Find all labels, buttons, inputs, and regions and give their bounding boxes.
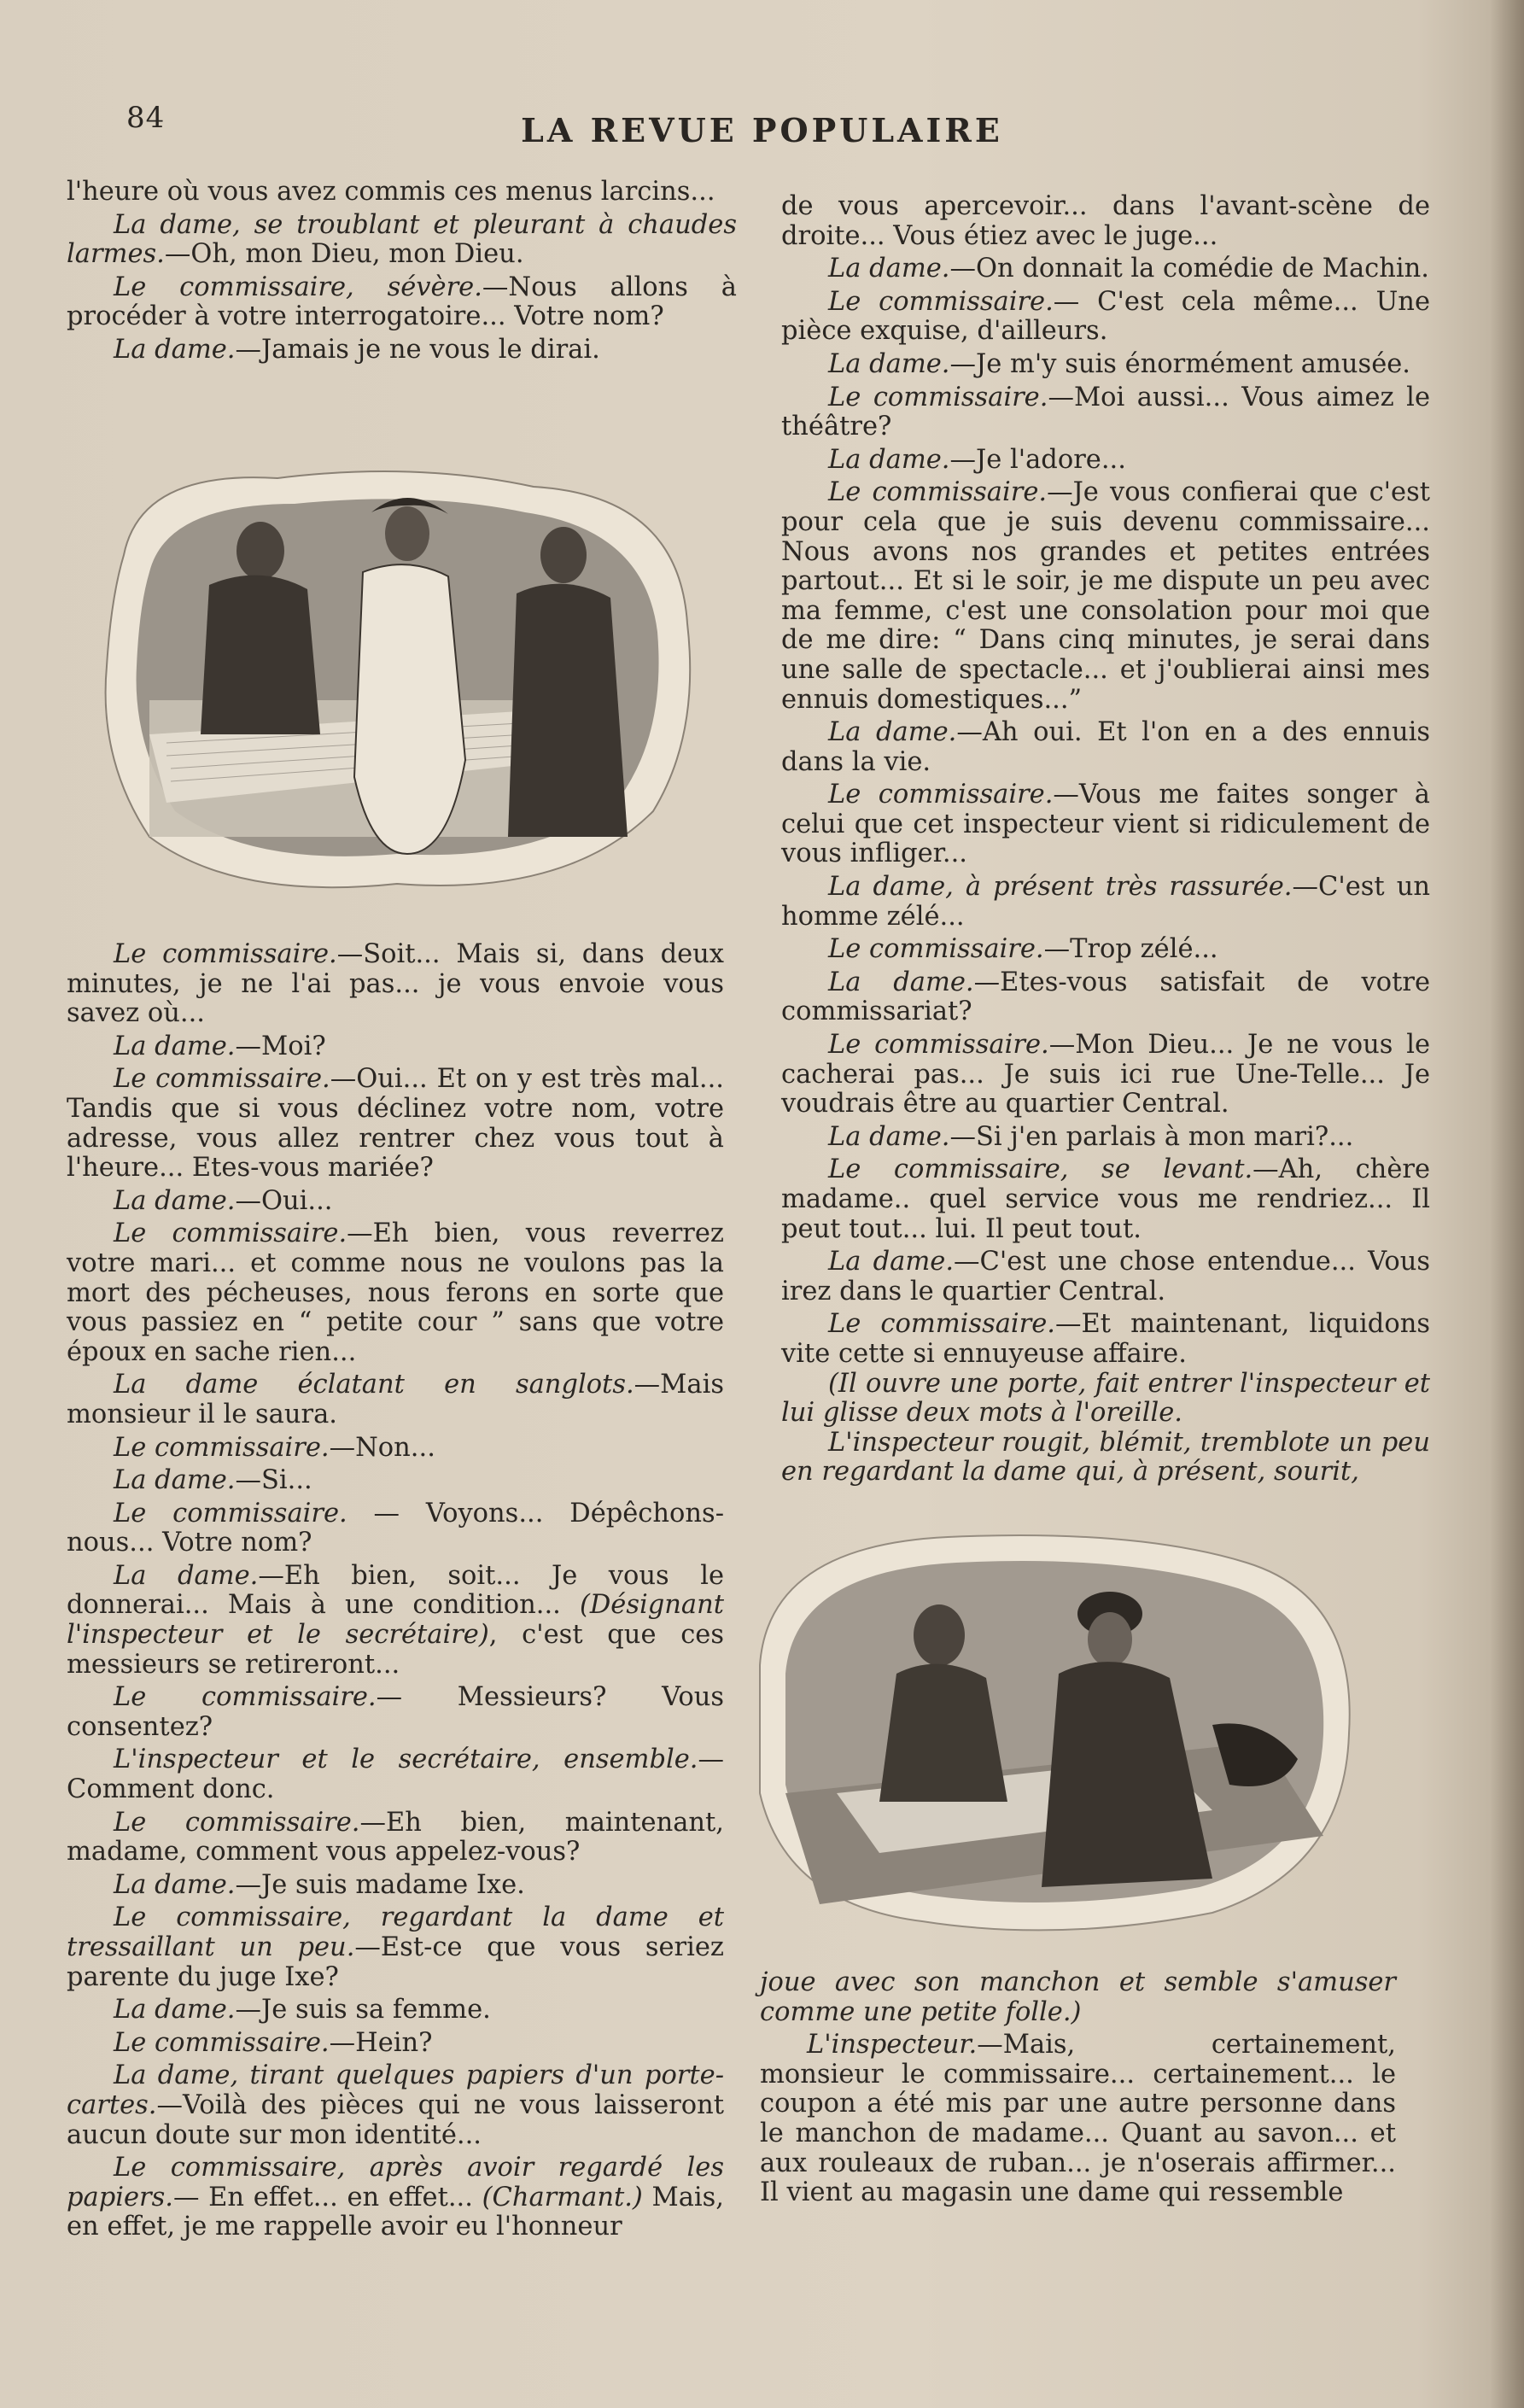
dialogue-text: —Vous me faites songer à celui que cet inspecteur vient si ridiculement de vous infliger... bbox=[781, 780, 1430, 869]
dialogue-text: —Eh bien, vous reverrez votre mari... et comme nous ne voulons pas la mort des pécheuses, nous ferons en sorte que vous passiez en “ petite cour ” sans que votre époux en sache rien... bbox=[67, 1219, 724, 1367]
speaker-name: Le commissaire. bbox=[828, 934, 1044, 965]
speaker-name: La dame, à présent très rassurée. bbox=[828, 872, 1293, 903]
speaker-name: Le commissaire. bbox=[114, 1498, 347, 1528]
paragraph bbox=[67, 1871, 724, 1901]
speaker-name: Le commissaire. bbox=[114, 2027, 330, 2058]
speaker-name: La dame. bbox=[114, 1560, 259, 1591]
paragraph bbox=[781, 288, 1430, 347]
dialogue-text: —Je suis sa femme. bbox=[235, 1995, 491, 2025]
speaker-name: La dame éclatant en sanglots. bbox=[114, 1370, 634, 1400]
paragraph-text: de vous apercevoir... dans l'avant-scène de droite... Vous étiez avec le juge... bbox=[781, 191, 1430, 251]
speaker-name: La dame. bbox=[114, 1031, 236, 1061]
dialogue-text: —Mon Dieu... Je ne vous le cacherai pas... Je suis ici rue Une-Telle... Je voudrais être au quartier Central. bbox=[781, 1030, 1430, 1119]
dialogue-text: — En effet... en effet... bbox=[172, 2182, 482, 2212]
speaker-name: La dame. bbox=[114, 1465, 236, 1496]
dialogue-text: —Et maintenant, liquidons vite cette si ennuyeuse affaire. bbox=[781, 1309, 1430, 1369]
speaker-name: Le commissaire. bbox=[114, 1432, 330, 1463]
dialogue-text: —Ah, chère madame.. quel service vous me rendriez... Il peut tout... lui. Il peut tout. bbox=[781, 1154, 1430, 1244]
speaker-name: La dame. bbox=[828, 444, 950, 475]
dialogue-text: —Je m'y suis énormément amusée. bbox=[949, 348, 1410, 379]
speaker-name: La dame. bbox=[828, 967, 974, 997]
dialogue-text: —Eh bien, soit... Je vous le donnerai... Mais à une condition... bbox=[67, 1560, 724, 1621]
paragraph bbox=[67, 1745, 724, 1804]
dialogue-text: —Je l'adore... bbox=[949, 444, 1126, 475]
paragraph bbox=[781, 1031, 1430, 1119]
speaker-name: Le commissaire. bbox=[828, 286, 1054, 317]
speaker-name: Le commissaire, se levant. bbox=[828, 1154, 1253, 1185]
speaker-name: L'inspecteur et le secrétaire, ensemble. bbox=[114, 1745, 698, 1775]
paragraph bbox=[781, 1155, 1430, 1244]
speaker-name: La dame, tirant quelques papiers d'un porte-cartes. bbox=[67, 2060, 724, 2120]
paragraph bbox=[67, 1032, 724, 1062]
dialogue-text: —Etes-vous satisfait de votre commissariat? bbox=[781, 967, 1430, 1027]
paragraph bbox=[67, 1187, 724, 1217]
dialogue-text: —C'est un homme zélé... bbox=[781, 872, 1430, 932]
paragraph bbox=[781, 383, 1430, 442]
speaker-name: La dame, se troublant et pleurant à chaudes larmes. bbox=[67, 209, 737, 270]
paragraph bbox=[67, 2029, 724, 2059]
paragraph bbox=[67, 1562, 724, 1680]
column-right-top bbox=[781, 192, 1430, 1487]
dialogue-text: —Est-ce que vous seriez parente du juge Ixe? bbox=[67, 1932, 724, 1992]
speaker-name: Le commissaire. bbox=[828, 477, 1048, 508]
speaker-name: La dame. bbox=[828, 717, 957, 748]
speaker-name: L'inspecteur. bbox=[807, 2030, 978, 2060]
dialogue-text: , c'est que ces messieurs se retireront... bbox=[67, 1620, 724, 1680]
paragraph bbox=[781, 1370, 1430, 1429]
stage-direction: joue avec son manchon et semble s'amuser comme une petite folle.) bbox=[760, 1967, 1396, 2027]
speaker-name: Le commissaire. bbox=[828, 1309, 1055, 1340]
paragraph bbox=[781, 1123, 1430, 1153]
dialogue-text: —On donnait la comédie de Machin. bbox=[949, 254, 1429, 284]
speaker-name: Le commissaire. bbox=[114, 1807, 360, 1838]
stage-direction: L'inspecteur rougit, blémit, tremblote un peu en regardant la dame qui, à présent, sourit, bbox=[781, 1427, 1430, 1487]
paragraph-text: l'heure où vous avez commis ces menus larcins... bbox=[67, 177, 715, 207]
speaker-name: La dame. bbox=[114, 1869, 236, 1900]
speaker-name: La dame. bbox=[114, 334, 236, 365]
engraving-office-scene bbox=[90, 453, 704, 905]
speaker-name: La dame. bbox=[114, 1995, 236, 2025]
speaker-name: Le commissaire. bbox=[828, 382, 1048, 412]
speaker-name: Le commissaire. bbox=[828, 1030, 1049, 1061]
speaker-name: La dame. bbox=[828, 254, 950, 284]
dialogue-text: —Si j'en parlais à mon mari?... bbox=[949, 1121, 1354, 1152]
speaker-name: Le commissaire. bbox=[114, 1219, 347, 1249]
paragraph bbox=[781, 968, 1430, 1027]
dialogue-text: — Voyons... Dépêchons-nous... Votre nom? bbox=[67, 1498, 724, 1558]
paragraph bbox=[760, 1968, 1396, 2027]
paragraph bbox=[67, 1065, 724, 1183]
paragraph bbox=[781, 1248, 1430, 1306]
speaker-name: Le commissaire, sévère. bbox=[114, 272, 482, 302]
engraving-illustration-office-scene bbox=[90, 453, 704, 905]
paragraph bbox=[67, 1499, 724, 1558]
dialogue-text: —C'est une chose entendue... Vous irez dans le quartier Central. bbox=[781, 1247, 1430, 1306]
paragraph bbox=[67, 1809, 724, 1867]
dialogue-text: —Mais monsieur il le saura. bbox=[67, 1370, 724, 1429]
speaker-name: La dame. bbox=[828, 348, 950, 379]
engraving-counter-scene bbox=[734, 1511, 1366, 1938]
engraving-illustration-counter-scene bbox=[734, 1511, 1366, 1938]
dialogue-text: —Hein? bbox=[329, 2027, 433, 2058]
dialogue-text: —Je suis madame Ixe. bbox=[235, 1869, 525, 1900]
paragraph bbox=[67, 273, 737, 332]
paragraph bbox=[67, 336, 737, 365]
dialogue-text: —Oui... Et on y est très mal... Tandis que si vous déclinez votre nom, votre adresse, vous allez rentrer chez vous tout à l'heure... Etes-vous mariée? bbox=[67, 1064, 725, 1184]
paragraph bbox=[781, 1429, 1430, 1487]
speaker-name: Le commissaire. bbox=[828, 780, 1054, 810]
column-left-bottom bbox=[67, 937, 724, 2242]
paragraph bbox=[67, 1903, 724, 1992]
dialogue-text: —Oui... bbox=[235, 1185, 333, 1216]
paragraph bbox=[781, 254, 1430, 284]
stage-direction: (Charmant.) bbox=[482, 2182, 643, 2212]
paragraph bbox=[781, 873, 1430, 932]
dialogue-text: —Eh bien, maintenant, madame, comment vous appelez-vous? bbox=[67, 1807, 725, 1867]
paragraph bbox=[67, 2061, 724, 2150]
paragraph bbox=[781, 935, 1430, 965]
paragraph bbox=[760, 2031, 1396, 2208]
paragraph bbox=[67, 178, 737, 207]
dialogue-text: —Mais, certainement, monsieur le commissaire... certainement... le coupon a été mis par une autre personne dans le manchon de madame... Quant au savon... et aux rouleaux de ruban... je n'oserais affirmer... Il vient au magasin une dame qui ressemble bbox=[760, 2030, 1396, 2208]
dialogue-text: Mais, en effet, je me rappelle avoir eu l'honneur bbox=[67, 2182, 724, 2242]
stage-direction: (Il ouvre une porte, fait entrer l'inspecteur et lui glisse deux mots à l'oreille. bbox=[781, 1368, 1430, 1429]
dialogue-text: —Trop zélé... bbox=[1043, 934, 1218, 965]
speaker-name: Le commissaire, regardant la dame et tressaillant un peu. bbox=[67, 1902, 724, 1962]
dialogue-text: —Oh, mon Dieu, mon Dieu. bbox=[164, 239, 524, 270]
page-number: 84 bbox=[126, 101, 166, 135]
speaker-name: Le commissaire. bbox=[114, 939, 337, 969]
running-title: LA REVUE POPULAIRE bbox=[521, 111, 1003, 149]
paragraph bbox=[781, 1310, 1430, 1369]
paragraph bbox=[67, 940, 724, 1029]
dialogue-text: —Soit... Mais si, dans deux minutes, je ne l'ai pas... je vous envoie vous savez où... bbox=[67, 939, 725, 1029]
dialogue-text: —Je vous confierai que c'est pour cela que je suis devenu commissaire... Nous avons nos grandes et petites entrées partout... Et si le soir, je me dispute un peu avec ma femme, c'est une consolation pour moi que de me dire: “ Dans cinq minutes, je serai dans une salle de spectacle... et j'oublierai ainsi mes ennuis domestiques...” bbox=[781, 477, 1431, 715]
dialogue-text: —Moi? bbox=[235, 1031, 326, 1061]
dialogue-text: —Comment donc. bbox=[67, 1745, 724, 1805]
speaker-name: La dame. bbox=[828, 1247, 955, 1277]
paragraph bbox=[67, 1466, 724, 1496]
paragraph bbox=[67, 1683, 724, 1742]
paragraph bbox=[67, 211, 737, 270]
speaker-name: Le commissaire, après avoir regardé les papiers. bbox=[67, 2153, 724, 2212]
paragraph bbox=[781, 718, 1430, 777]
dialogue-text: —Voilà des pièces qui ne vous laisseront aucun doute sur mon identité... bbox=[67, 2089, 724, 2150]
dialogue-text: — Messieurs? Vous consentez? bbox=[67, 1682, 724, 1742]
dialogue-text: —Ah oui. Et l'on en a des ennuis dans la vie. bbox=[781, 717, 1430, 777]
dialogue-text: —Non... bbox=[329, 1432, 435, 1463]
paragraph bbox=[781, 446, 1430, 476]
stage-direction: (Désignant l'inspecteur et le secrétaire) bbox=[67, 1590, 724, 1651]
paragraph bbox=[67, 1996, 724, 2025]
dialogue-text: —Nous allons à procéder à votre interrogatoire... Votre nom? bbox=[67, 272, 737, 332]
dialogue-text: —Si... bbox=[235, 1465, 312, 1496]
speaker-name: La dame. bbox=[828, 1121, 950, 1152]
paragraph bbox=[781, 780, 1430, 869]
page-edge-shadow bbox=[1490, 0, 1524, 2408]
paragraph bbox=[67, 1219, 724, 1367]
column-right-bottom bbox=[760, 1968, 1396, 2208]
paragraph bbox=[67, 1371, 724, 1429]
dialogue-text: — C'est cela même... Une pièce exquise, d'ailleurs. bbox=[781, 286, 1430, 347]
paragraph bbox=[67, 1434, 724, 1464]
speaker-name: La dame. bbox=[114, 1185, 236, 1216]
speaker-name: Le commissaire. bbox=[114, 1682, 377, 1713]
paragraph bbox=[781, 192, 1430, 251]
dialogue-text: —Jamais je ne vous le dirai. bbox=[235, 334, 600, 365]
dialogue-text: —Moi aussi... Vous aimez le théâtre? bbox=[781, 382, 1430, 442]
paragraph bbox=[67, 2154, 724, 2242]
paragraph bbox=[781, 350, 1430, 380]
column-left-top bbox=[67, 178, 737, 365]
speaker-name: Le commissaire. bbox=[114, 1064, 330, 1095]
paragraph bbox=[781, 478, 1430, 715]
